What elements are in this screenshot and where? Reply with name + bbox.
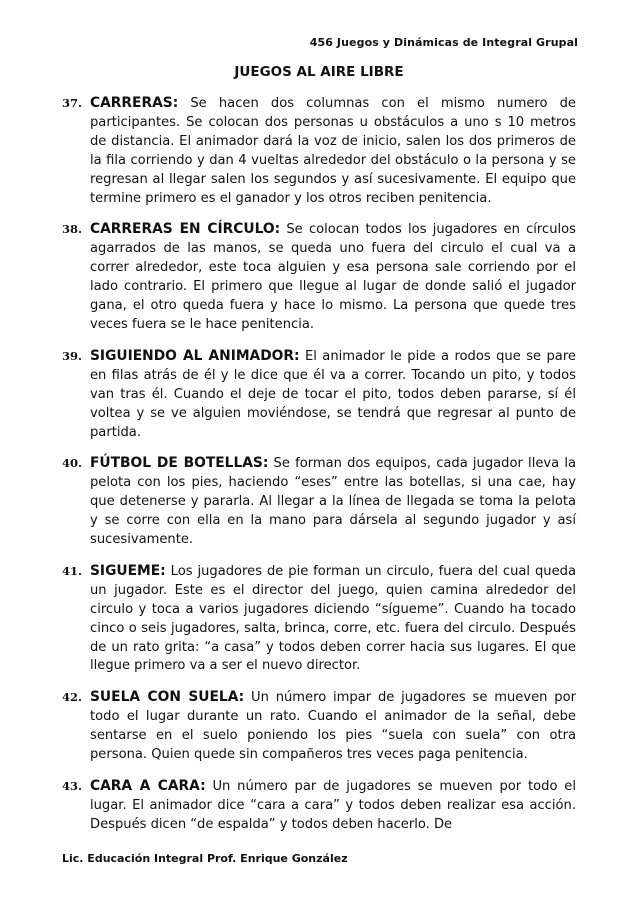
item-title: SIGUIENDO AL ANIMADOR:: [90, 347, 300, 364]
running-header: 456 Juegos y Dinámicas de Integral Grupal: [309, 36, 578, 49]
item-text: Un número par de jugadores se mueven por todo el lugar. El animador dice “cara a cara” y todos deben realizar esa acción. Después dicen “de espalda” y todos deben hacerlo. De: [90, 779, 576, 832]
item-text: Se colocan todos los jugadores en círculos agarrados de las manos, se queda uno fuera del circulo el cual va a correr alrededor, este toca alguien y esa persona sale corriendo por el lado contrario. El primero que llegue al lugar de donde salió el jugador gana, el otro queda fuera y hace lo mismo. La persona que quede tres veces fuera se le hace penitencia.: [90, 222, 576, 332]
game-item-39: [62, 347, 576, 443]
item-text: Se forman dos equipos, cada jugador lleva la pelota con los pies, haciendo “eses” entre las botellas, si una cae, hay que detenerse y pararla. Al llegar a la línea de llegada se toma la pelota y se corre con ella en la mano para dársela al segundo jugador y así sucesivamente.: [90, 456, 576, 548]
page-footer: Lic. Educación Integral Prof. Enrique González: [62, 852, 348, 865]
item-text: El animador le pide a rodos que se pare en filas atrás de él y le dice que él va a correr. Tocando un pito, y todos van tras él. Cuando el deje de tocar el pito, todos deben pararse, sí él voltea y se ve alguien moviéndose, se tendrá que regresar al punto de partida.: [90, 348, 576, 440]
item-text: Un número impar de jugadores se mueven por todo el lugar durante un rato. Cuando el animador de la señal, debe sentarse en el suelo poniendo los pies “suela con suela” con otra persona. Quien quede sin compañeros tres veces paga penitencia.: [90, 690, 576, 763]
item-title: FÚTBOL DE BOTELLAS:: [90, 455, 269, 472]
game-item-41: [62, 562, 576, 676]
item-number: 41.: [62, 563, 83, 578]
item-number: 40.: [62, 456, 83, 471]
item-number: 43.: [62, 779, 83, 793]
game-item-40: [62, 454, 576, 550]
item-title: SIGUEME:: [90, 562, 166, 579]
game-item-38: [62, 220, 576, 334]
item-title: CARA A CARA:: [90, 778, 206, 794]
item-text: Se hacen dos columnas con el mismo numero de participantes. Se colocan dos personas u obstáculos a uno s 10 metros de distancia. El animador dará la voz de inicio, salen los dos primeros de la fila corriendo y dan 4 vueltas alrededor del obstáculo o la persona y se regresan al llegar salen los segundos y así sucesivamente. El equipo que termine primero es el ganador y los otros reciben penitencia.: [90, 96, 576, 206]
item-title: SUELA CON SUELA:: [90, 689, 245, 706]
item-number: 37.: [62, 96, 83, 110]
item-title: CARRERAS EN CÍRCULO:: [90, 221, 281, 238]
item-number: 38.: [62, 222, 83, 237]
item-number: 42.: [62, 690, 83, 705]
game-item-43: [62, 777, 576, 835]
game-item-42: [62, 688, 576, 765]
games-list: [62, 94, 576, 847]
game-item-37: [62, 94, 576, 208]
item-number: 39.: [62, 348, 83, 363]
item-text: Los jugadores de pie forman un circulo, fuera del cual queda un jugador. Este es el director del juego, quien camina alrededor del circulo y toca a varios jugadores diciendo “sígueme”. Cuando ha tocado cinco o seis jugadores, salta, brinca, corre, etc. fuera del circulo. Después de un rato grita: “a casa” y todos deben correr hacia sus lugares. El que llegue primero va a ser el nuevo director.: [90, 563, 576, 674]
section-title: JUEGOS AL AIRE LIBRE: [234, 64, 404, 80]
item-title: CARRERAS:: [90, 95, 179, 111]
